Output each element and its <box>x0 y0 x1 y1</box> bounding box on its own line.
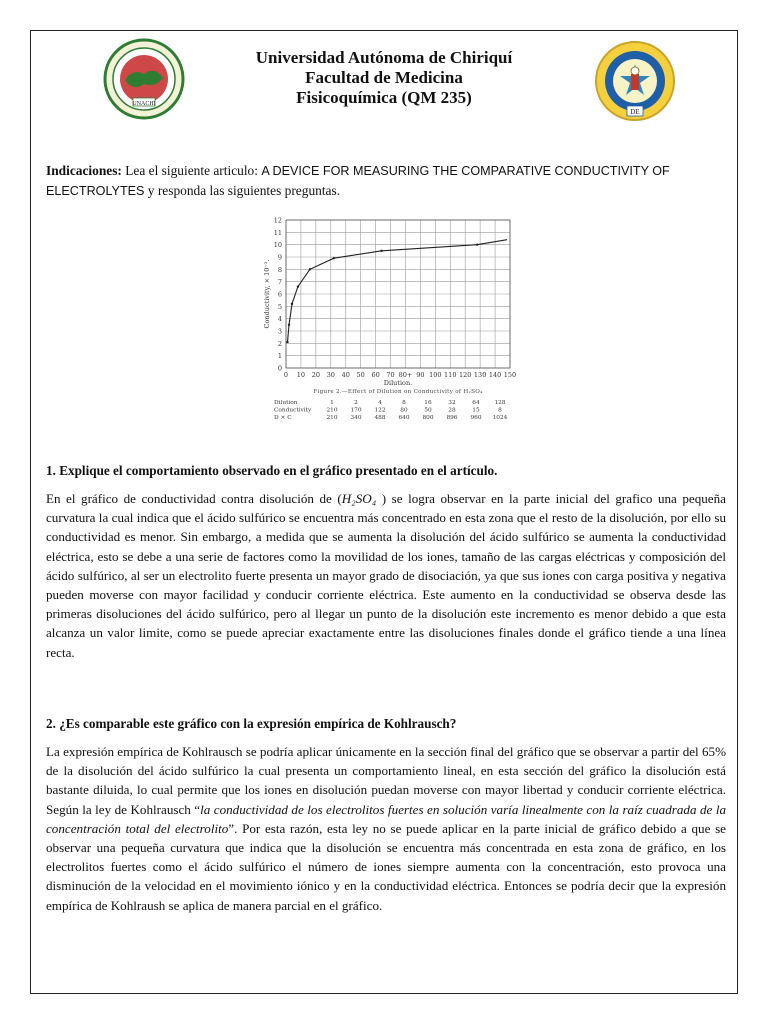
indications-paragraph <box>46 161 726 201</box>
document-header <box>30 48 738 108</box>
indications-text-after: y responda las siguientes preguntas. <box>144 183 341 198</box>
table-cell: 15 <box>472 407 480 414</box>
table-cell: 16 <box>424 400 432 406</box>
figure-caption: Figure 2.—Effect of Dilution on Conductivity of H₂SO₄ <box>313 389 483 395</box>
x-tick-label: 150 <box>503 371 517 379</box>
y-tick-label: 3 <box>277 327 282 336</box>
x-tick-label: 20 <box>311 371 321 379</box>
table-cell: 8 <box>498 407 502 414</box>
x-tick-label: 130 <box>473 371 487 379</box>
x-tick-label: 50 <box>356 371 365 379</box>
y-tick-label: 4 <box>277 315 282 324</box>
y-tick-label: 8 <box>277 265 282 274</box>
question-2-answer <box>46 742 726 915</box>
table-cell: 800 <box>422 415 434 421</box>
data-point <box>476 243 478 245</box>
course-name: Fisicoquímica (QM 235) <box>296 88 472 107</box>
h2so4-formula: H₂SO₄ <box>341 491 377 506</box>
table-cell: 896 <box>446 415 458 421</box>
x-tick-label: 70 <box>386 371 395 379</box>
y-tick-label: 1 <box>277 352 282 361</box>
data-point <box>288 324 290 326</box>
table-cell: 28 <box>448 407 456 414</box>
data-point <box>286 341 288 343</box>
indications-text-before: Lea el siguiente articulo: <box>121 163 262 178</box>
y-tick-label: 0 <box>277 364 282 373</box>
q2-text-before: La expresión empírica de Kohlrausch se podría aplicar únicamente en la sección final del gráfico que se observar a partir del 65% de la disolución del ácido sulfúrico la cual presenta un comportamiento lineal, en esta sección del gráfico la disolución está bastante diluida, lo cual permite que los iones en disolución puedan moverse con mayor libertad y conducir corriente eléctrica. Según la ley de Kohlrausch “ <box>46 744 726 817</box>
x-axis-label: Dilution. <box>383 379 413 387</box>
x-tick-label: 80+ <box>398 371 413 379</box>
y-tick-label: 5 <box>277 302 282 311</box>
y-axis-label: Conductivity, × 10⁻³. <box>263 259 271 329</box>
table-cell: 488 <box>374 415 386 421</box>
article-title: A DEVICE FOR MEASURING THE COMPARATIVE CONDUCTIVITY OF ELECTROLYTES <box>46 164 670 198</box>
x-tick-label: 110 <box>444 371 457 379</box>
q2-text-after: ”. Por esta razón, esta ley no se puede aplicar en la parte inicial de gráfico debido a que se observar una pequeña curvatura que indica que la disolución se encuentra más concentrada en esta zona de gráfico, en los electrolitos fuertes como el ácido sulfúrico el número de iones siempre aumenta con la concentración, esto provoca una disminución de la velocidad en el movimiento iónico y en la conductividad eléctrica. Entonces se podría decir que la expresión empírica de Kohlraush se aplica de manera parcial en el gráfico. <box>46 820 726 913</box>
right-logo-text: DE <box>630 108 640 116</box>
faculty-name: Facultad de Medicina <box>305 68 463 87</box>
x-tick-label: 0 <box>283 371 289 379</box>
table-row-header: Dilution <box>274 400 298 406</box>
table-cell: 80 <box>400 407 408 414</box>
table-cell: 8 <box>402 400 406 406</box>
x-tick-label: 100 <box>429 371 442 379</box>
kohlrausch-quote: la conductividad de los electrolitos fuertes en solución varía linealmente con la raíz cuadrada de la concentración total del electrolito <box>46 801 727 836</box>
q1-text-after: ) se logra observar en la parte inicial del grafico una pequeña curvatura la cual indica que el ácido sulfúrico se encuentra más concentrado en esta zona que el resto de la disolución, por ello su conductividad es menor. Sin embargo, a medida que se aumenta la disolución del ácido sulfúrico se aumenta la conductividad eléctrica, esto se debe a una serie de factores como la movilidad de los iones, tamaño de las cargas eléctricas y composición del ácido sulfúrico, al ser un electrolito fuerte presenta un mayor grado de disociación, ya que sus iones con carga positiva y negativa pueden moverse con mayor facilidad y conducir corriente eléctrica. Este aumento en la conductividad se observa desde las primeras disoluciones del ácido sulfúrico, pero al llegar un punto de la disolución este incremento es menor debido a que esta alcanza un valor limite, como se puede apreciar exactamente entre las disoluciones finales donde el gráfico tiende a una línea recta. <box>46 491 726 660</box>
y-tick-label: 10 <box>273 241 282 250</box>
table-cell: 1024 <box>492 415 508 421</box>
table-cell: 960 <box>470 415 482 421</box>
table-row-header: Conductivity <box>274 407 312 414</box>
table-cell: 50 <box>424 407 432 414</box>
table-cell: 2 <box>354 400 358 406</box>
y-tick-label: 2 <box>277 339 282 348</box>
table-cell: 64 <box>472 400 480 406</box>
table-row-header: D × C <box>274 415 292 421</box>
question-1-answer <box>46 489 726 662</box>
table-cell: 32 <box>448 400 456 406</box>
table-cell: 170 <box>350 407 362 414</box>
indications-label: Indicaciones: <box>46 163 122 178</box>
conductivity-chart <box>260 212 520 434</box>
left-logo-text: UNACHI <box>132 101 156 107</box>
university-name: Universidad Autónoma de Chiriquí <box>255 48 513 67</box>
x-tick-label: 90 <box>416 371 425 379</box>
table-cell: 4 <box>378 400 382 406</box>
question-1-title: 1. Explique el comportamiento observado en el gráfico presentado en el artículo. <box>46 463 498 478</box>
table-cell: 122 <box>374 407 386 414</box>
table-cell: 640 <box>398 415 410 421</box>
q1-text-before: En el gráfico de conductividad contra disolución de ( <box>46 491 342 506</box>
conductivity-figure <box>260 212 520 434</box>
table-cell: 210 <box>326 407 338 414</box>
table-cell: 128 <box>494 400 506 406</box>
x-tick-label: 140 <box>488 371 502 379</box>
conductivity-curve <box>288 240 508 342</box>
x-tick-label: 30 <box>326 371 335 379</box>
table-cell: 340 <box>350 415 362 421</box>
table-cell: 210 <box>326 415 338 421</box>
y-tick-label: 9 <box>277 253 282 262</box>
y-tick-label: 6 <box>277 290 282 299</box>
data-point <box>380 250 382 252</box>
y-tick-label: 7 <box>277 278 282 287</box>
data-point <box>297 285 299 287</box>
question-2-title: 2. ¿Es comparable este gráfico con la expresión empírica de Kohlrausch? <box>46 716 457 731</box>
y-tick-label: 11 <box>273 228 282 237</box>
x-tick-label: 10 <box>296 371 306 379</box>
x-tick-label: 120 <box>458 371 472 379</box>
data-point <box>333 257 335 259</box>
table-cell: 1 <box>330 400 334 406</box>
data-point <box>309 268 311 270</box>
data-point <box>291 303 293 305</box>
x-tick-label: 40 <box>341 371 350 379</box>
x-tick-label: 60 <box>371 371 380 379</box>
y-tick-label: 12 <box>273 216 282 225</box>
